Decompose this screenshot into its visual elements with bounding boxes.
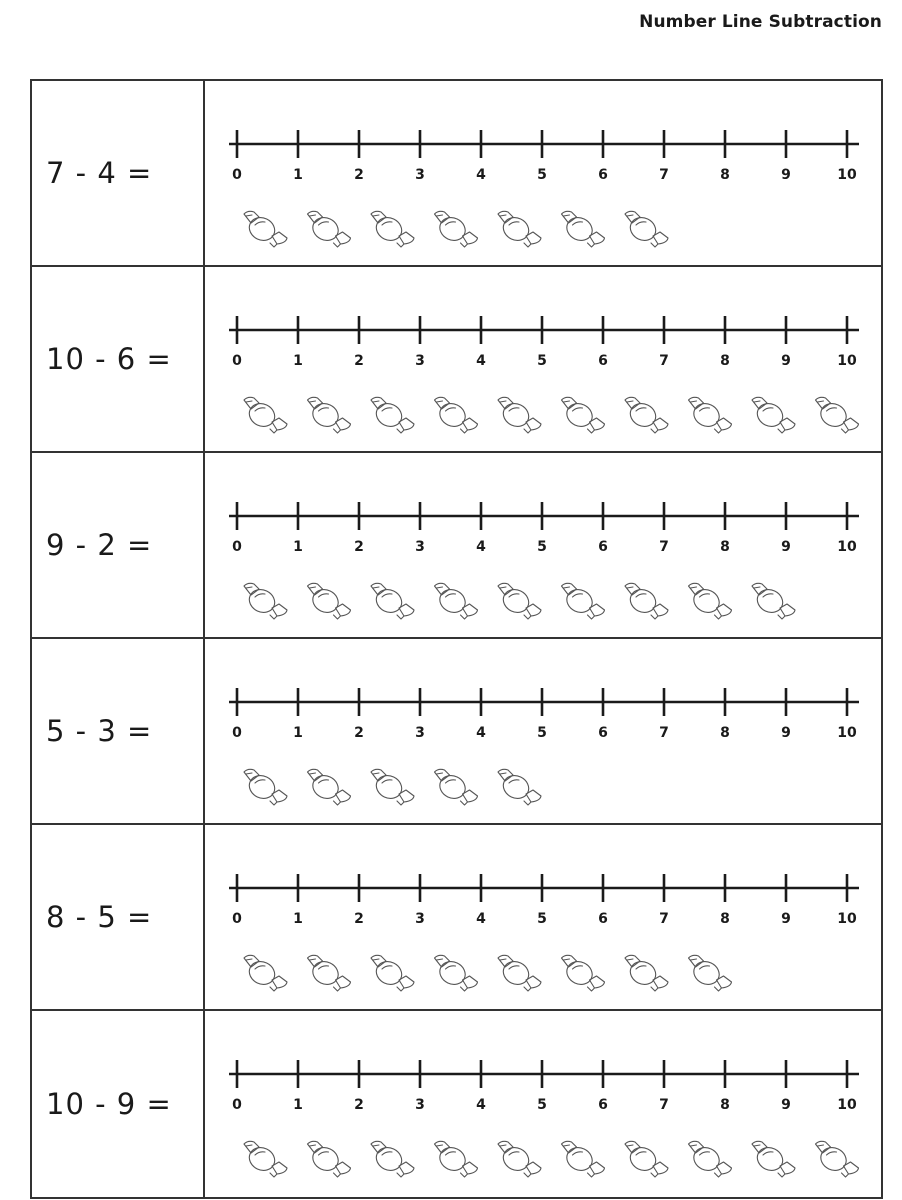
wrapped-sweet-icon bbox=[308, 211, 351, 247]
tick-label: 10 bbox=[837, 353, 857, 369]
number-line-graphic bbox=[205, 1011, 881, 1195]
wrapped-sweet-icon bbox=[625, 1141, 668, 1177]
tick-label: 5 bbox=[537, 1097, 547, 1113]
tick-label: 8 bbox=[720, 911, 730, 927]
wrapped-sweet-icon bbox=[752, 397, 795, 433]
tick-label: 2 bbox=[354, 725, 364, 741]
wrapped-sweet-icon bbox=[244, 397, 287, 433]
tick-label: 8 bbox=[720, 353, 730, 369]
tick-label: 10 bbox=[837, 725, 857, 741]
wrapped-sweet-icon bbox=[625, 583, 668, 619]
wrapped-sweet-icon bbox=[498, 769, 541, 805]
tick-label: 6 bbox=[598, 353, 608, 369]
wrapped-sweet-icon bbox=[435, 955, 478, 991]
tick-label: 5 bbox=[537, 539, 547, 555]
wrapped-sweet-icon bbox=[371, 769, 414, 805]
tick-label: 3 bbox=[415, 353, 425, 369]
tick-label: 7 bbox=[659, 353, 669, 369]
number-line-cell bbox=[205, 639, 881, 823]
tick-label: 10 bbox=[837, 167, 857, 183]
tick-label: 9 bbox=[781, 167, 791, 183]
tick-label: 2 bbox=[354, 167, 364, 183]
wrapped-sweet-icon bbox=[371, 211, 414, 247]
number-line-graphic bbox=[205, 81, 881, 265]
tick-label: 0 bbox=[232, 1097, 242, 1113]
tick-label: 1 bbox=[293, 911, 303, 927]
tick-label: 0 bbox=[232, 725, 242, 741]
equation-text: 7 - 4 = bbox=[32, 81, 205, 265]
tick-label: 2 bbox=[354, 353, 364, 369]
tick-label: 7 bbox=[659, 167, 669, 183]
wrapped-sweet-icon bbox=[435, 1141, 478, 1177]
problem-row bbox=[32, 453, 881, 639]
wrapped-sweet-icon bbox=[562, 211, 605, 247]
tick-label: 5 bbox=[537, 911, 547, 927]
wrapped-sweet-icon bbox=[752, 1141, 795, 1177]
tick-label: 0 bbox=[232, 353, 242, 369]
number-line-graphic bbox=[205, 825, 881, 1009]
wrapped-sweet-icon bbox=[562, 955, 605, 991]
number-line-cell bbox=[205, 453, 881, 637]
tick-label: 7 bbox=[659, 1097, 669, 1113]
tick-label: 8 bbox=[720, 725, 730, 741]
tick-label: 8 bbox=[720, 539, 730, 555]
tick-label: 4 bbox=[476, 353, 486, 369]
equation-text: 10 - 9 = bbox=[32, 1011, 205, 1197]
equation-text: 8 - 5 = bbox=[32, 825, 205, 1009]
tick-label: 3 bbox=[415, 539, 425, 555]
number-line-graphic bbox=[205, 639, 881, 823]
wrapped-sweet-icon bbox=[498, 1141, 541, 1177]
wrapped-sweet-icon bbox=[435, 769, 478, 805]
problem-row bbox=[32, 639, 881, 825]
tick-label: 4 bbox=[476, 911, 486, 927]
problem-row bbox=[32, 267, 881, 453]
tick-label: 10 bbox=[837, 911, 857, 927]
tick-label: 7 bbox=[659, 725, 669, 741]
tick-label: 7 bbox=[659, 539, 669, 555]
wrapped-sweet-icon bbox=[625, 955, 668, 991]
wrapped-sweet-icon bbox=[625, 211, 668, 247]
tick-label: 6 bbox=[598, 725, 608, 741]
wrapped-sweet-icon bbox=[308, 955, 351, 991]
tick-label: 9 bbox=[781, 911, 791, 927]
tick-label: 7 bbox=[659, 911, 669, 927]
equation-text: 5 - 3 = bbox=[32, 639, 205, 823]
tick-label: 9 bbox=[781, 353, 791, 369]
problem-row bbox=[32, 1011, 881, 1197]
equation-text: 9 - 2 = bbox=[32, 453, 205, 637]
tick-label: 2 bbox=[354, 1097, 364, 1113]
number-line-cell bbox=[205, 1011, 881, 1197]
tick-label: 6 bbox=[598, 539, 608, 555]
wrapped-sweet-icon bbox=[371, 583, 414, 619]
wrapped-sweet-icon bbox=[689, 397, 732, 433]
tick-label: 2 bbox=[354, 539, 364, 555]
tick-label: 4 bbox=[476, 539, 486, 555]
wrapped-sweet-icon bbox=[371, 397, 414, 433]
tick-label: 3 bbox=[415, 1097, 425, 1113]
wrapped-sweet-icon bbox=[371, 1141, 414, 1177]
tick-label: 4 bbox=[476, 1097, 486, 1113]
number-line-cell bbox=[205, 267, 881, 451]
wrapped-sweet-icon bbox=[308, 397, 351, 433]
wrapped-sweet-icon bbox=[498, 211, 541, 247]
wrapped-sweet-icon bbox=[435, 583, 478, 619]
number-line-cell bbox=[205, 81, 881, 265]
wrapped-sweet-icon bbox=[244, 1141, 287, 1177]
tick-label: 4 bbox=[476, 167, 486, 183]
tick-label: 1 bbox=[293, 539, 303, 555]
number-line-graphic bbox=[205, 267, 881, 451]
tick-label: 3 bbox=[415, 167, 425, 183]
wrapped-sweet-icon bbox=[244, 211, 287, 247]
tick-label: 3 bbox=[415, 911, 425, 927]
problem-row bbox=[32, 81, 881, 267]
tick-label: 5 bbox=[537, 353, 547, 369]
tick-label: 6 bbox=[598, 1097, 608, 1113]
wrapped-sweet-icon bbox=[625, 397, 668, 433]
tick-label: 4 bbox=[476, 725, 486, 741]
problems-table bbox=[30, 79, 883, 1199]
wrapped-sweet-icon bbox=[308, 769, 351, 805]
tick-label: 6 bbox=[598, 167, 608, 183]
wrapped-sweet-icon bbox=[562, 1141, 605, 1177]
tick-label: 0 bbox=[232, 539, 242, 555]
wrapped-sweet-icon bbox=[435, 397, 478, 433]
wrapped-sweet-icon bbox=[498, 397, 541, 433]
tick-label: 9 bbox=[781, 1097, 791, 1113]
tick-label: 9 bbox=[781, 725, 791, 741]
wrapped-sweet-icon bbox=[435, 211, 478, 247]
page-title: Number Line Subtraction bbox=[639, 12, 882, 32]
wrapped-sweet-icon bbox=[752, 583, 795, 619]
wrapped-sweet-icon bbox=[562, 583, 605, 619]
number-line-graphic bbox=[205, 453, 881, 637]
tick-label: 3 bbox=[415, 725, 425, 741]
problem-row bbox=[32, 825, 881, 1011]
wrapped-sweet-icon bbox=[308, 583, 351, 619]
tick-label: 0 bbox=[232, 167, 242, 183]
wrapped-sweet-icon bbox=[244, 955, 287, 991]
tick-label: 8 bbox=[720, 1097, 730, 1113]
wrapped-sweet-icon bbox=[371, 955, 414, 991]
wrapped-sweet-icon bbox=[498, 955, 541, 991]
tick-label: 5 bbox=[537, 725, 547, 741]
wrapped-sweet-icon bbox=[689, 955, 732, 991]
tick-label: 6 bbox=[598, 911, 608, 927]
tick-label: 10 bbox=[837, 539, 857, 555]
tick-label: 5 bbox=[537, 167, 547, 183]
tick-label: 10 bbox=[837, 1097, 857, 1113]
tick-label: 2 bbox=[354, 911, 364, 927]
wrapped-sweet-icon bbox=[244, 769, 287, 805]
tick-label: 0 bbox=[232, 911, 242, 927]
tick-label: 1 bbox=[293, 725, 303, 741]
wrapped-sweet-icon bbox=[816, 397, 859, 433]
tick-label: 1 bbox=[293, 1097, 303, 1113]
tick-label: 1 bbox=[293, 353, 303, 369]
wrapped-sweet-icon bbox=[498, 583, 541, 619]
wrapped-sweet-icon bbox=[244, 583, 287, 619]
wrapped-sweet-icon bbox=[308, 1141, 351, 1177]
wrapped-sweet-icon bbox=[816, 1141, 859, 1177]
tick-label: 9 bbox=[781, 539, 791, 555]
wrapped-sweet-icon bbox=[562, 397, 605, 433]
wrapped-sweet-icon bbox=[689, 583, 732, 619]
wrapped-sweet-icon bbox=[689, 1141, 732, 1177]
equation-text: 10 - 6 = bbox=[32, 267, 205, 451]
number-line-cell bbox=[205, 825, 881, 1009]
tick-label: 1 bbox=[293, 167, 303, 183]
tick-label: 8 bbox=[720, 167, 730, 183]
